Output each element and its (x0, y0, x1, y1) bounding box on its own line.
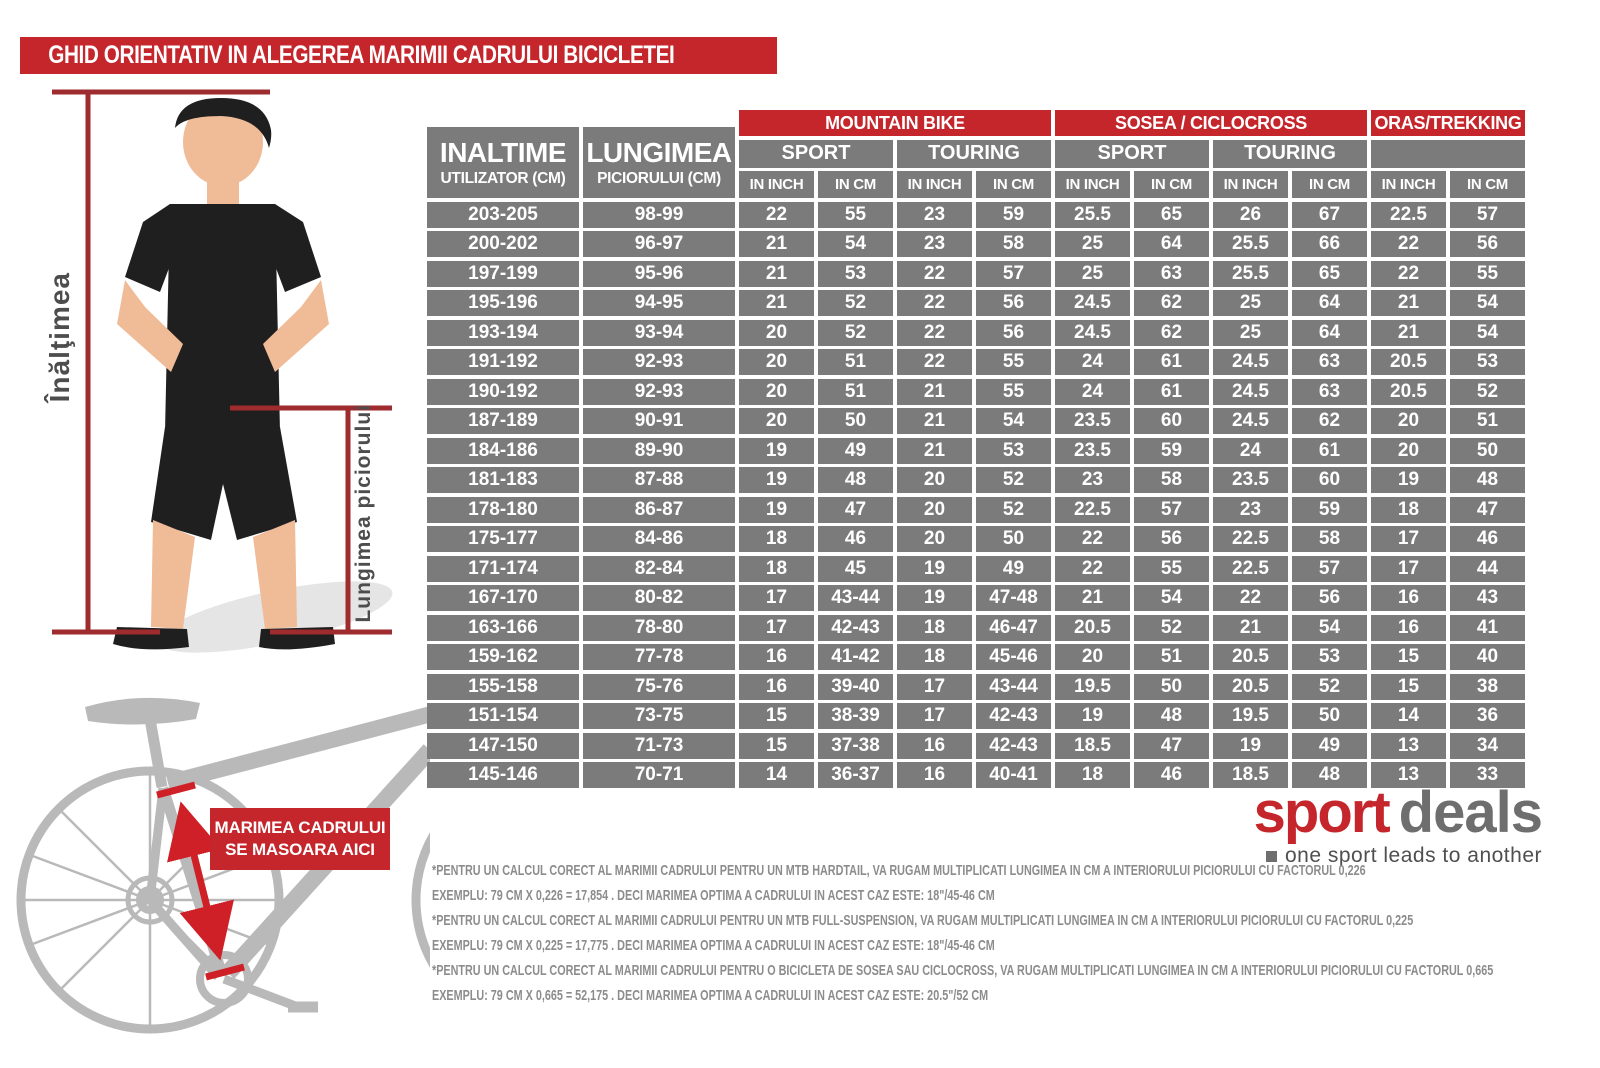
table-cell: 22 (1055, 556, 1130, 582)
subgroup-header-mtb-touring: TOURING (897, 140, 1051, 168)
table-cell: 92-93 (583, 349, 735, 375)
table-cell: 23 (1055, 467, 1130, 493)
table-cell: 36 (1450, 703, 1525, 729)
table-cell: 23.5 (1055, 408, 1130, 434)
table-cell: 39-40 (818, 674, 893, 700)
table-cell: 38-39 (818, 703, 893, 729)
table-cell: 46-47 (976, 615, 1051, 641)
table-cell: 175-177 (427, 526, 579, 552)
leg-length-label: Lungimea piciorului (352, 404, 375, 623)
table-cell: 77-78 (583, 644, 735, 670)
table-cell: 49 (818, 438, 893, 464)
table-cell: 56 (976, 290, 1051, 316)
table-cell: 56 (1450, 231, 1525, 257)
table-cell: 66 (1292, 231, 1367, 257)
table-cell: 54 (1450, 320, 1525, 346)
table-cell: 24 (1213, 438, 1288, 464)
title-banner (20, 37, 777, 74)
table-cell: 21 (1371, 320, 1446, 346)
table-cell: 54 (1134, 585, 1209, 611)
table-cell: 163-166 (427, 615, 579, 641)
table-cell: 53 (818, 261, 893, 287)
unit-header: IN CM (1292, 171, 1367, 198)
table-cell: 25 (1055, 231, 1130, 257)
table-cell: 20 (739, 379, 814, 405)
table-cell: 94-95 (583, 290, 735, 316)
table-cell: 20 (1371, 408, 1446, 434)
table-cell: 195-196 (427, 290, 579, 316)
unit-header: IN CM (976, 171, 1051, 198)
table-cell: 21 (739, 290, 814, 316)
table-cell: 18.5 (1055, 733, 1130, 759)
table-cell: 40-41 (976, 762, 1051, 788)
table-cell: 20 (739, 349, 814, 375)
table-cell: 16 (739, 644, 814, 670)
table-cell: 200-202 (427, 231, 579, 257)
table-cell: 25 (1213, 320, 1288, 346)
table-cell: 46 (1450, 526, 1525, 552)
table-cell: 58 (1134, 467, 1209, 493)
table-cell: 41 (1450, 615, 1525, 641)
unit-header: IN CM (1450, 171, 1525, 198)
table-cell: 54 (818, 231, 893, 257)
table-cell: 15 (1371, 674, 1446, 700)
height-label: Înălţimea (44, 272, 75, 403)
column-header-inaltime-subtitle: UTILIZATOR (CM) (440, 169, 566, 187)
sportdeals-logo (1253, 780, 1542, 868)
group-header-mountain-bike: MOUNTAIN BIKE (739, 110, 1051, 136)
table-cell: 54 (1292, 615, 1367, 641)
table-cell: 193-194 (427, 320, 579, 346)
column-header-inaltime (427, 127, 579, 199)
subgroup-header-sosea-sport: SPORT (1055, 140, 1209, 168)
table-cell: 187-189 (427, 408, 579, 434)
table-cell: 40 (1450, 644, 1525, 670)
table-cell: 14 (1371, 703, 1446, 729)
table-cell: 19 (897, 585, 972, 611)
table-cell: 53 (976, 438, 1051, 464)
table-cell: 62 (1134, 320, 1209, 346)
group-header-sosea-ciclocross: SOSEA / CICLOCROSS (1055, 110, 1367, 136)
table-cell: 59 (1292, 497, 1367, 523)
table-cell: 47 (818, 497, 893, 523)
table-cell: 22.5 (1371, 202, 1446, 228)
table-cell: 87-88 (583, 467, 735, 493)
table-cell: 20.5 (1371, 349, 1446, 375)
table-cell: 24.5 (1055, 290, 1130, 316)
table-cell: 41-42 (818, 644, 893, 670)
table-cell: 52 (818, 320, 893, 346)
table-cell: 52 (818, 290, 893, 316)
table-cell: 22 (1213, 585, 1288, 611)
table-cell: 22 (1055, 526, 1130, 552)
table-cell: 14 (739, 762, 814, 788)
column-header-lungimea-title: LUNGIMEA (586, 136, 732, 168)
table-cell: 21 (739, 261, 814, 287)
table-cell: 53 (1292, 644, 1367, 670)
table-cell: 155-158 (427, 674, 579, 700)
table-cell: 62 (1292, 408, 1367, 434)
table-cell: 45-46 (976, 644, 1051, 670)
table-cell: 18 (897, 644, 972, 670)
table-cell: 19 (739, 497, 814, 523)
unit-header: IN INCH (1213, 171, 1288, 198)
table-cell: 96-97 (583, 231, 735, 257)
footnote-line: *PENTRU UN CALCUL CORECT AL MARIMII CADRULUI PENTRU UN MTB HARDTAIL, VA RUGAM MULTIPLICATI LUNGIMEA IN CM A INTERIORULUI PICIORULUI CU FACTORUL 0,226 (432, 862, 1366, 879)
table-cell: 59 (976, 202, 1051, 228)
table-cell: 90-91 (583, 408, 735, 434)
table-cell: 63 (1292, 379, 1367, 405)
table-cell: 20 (897, 497, 972, 523)
table-cell: 75-76 (583, 674, 735, 700)
table-cell: 22 (1371, 231, 1446, 257)
table-cell: 21 (897, 379, 972, 405)
table-cell: 49 (976, 556, 1051, 582)
table-cell: 78-80 (583, 615, 735, 641)
unit-header: IN INCH (739, 171, 814, 198)
table-cell: 63 (1134, 261, 1209, 287)
table-cell: 24 (1055, 349, 1130, 375)
footnotes (432, 858, 1600, 1008)
table-cell: 67 (1292, 202, 1367, 228)
table-cell: 47 (1134, 733, 1209, 759)
table-cell: 52 (976, 467, 1051, 493)
table-cell: 22 (739, 202, 814, 228)
table-cell: 178-180 (427, 497, 579, 523)
table-cell: 50 (1134, 674, 1209, 700)
footnote-line: EXEMPLU: 79 CM X 0,225 = 17,775 . DECI MARIMEA OPTIMA A CADRULUI IN ACEST CAZ ESTE: 18"/45-46 CM (432, 937, 995, 954)
table-cell: 52 (1292, 674, 1367, 700)
table-cell: 18 (739, 526, 814, 552)
table-cell: 17 (739, 615, 814, 641)
table-cell: 22 (1371, 261, 1446, 287)
table-cell: 23 (897, 231, 972, 257)
table-cell: 56 (976, 320, 1051, 346)
table-cell: 197-199 (427, 261, 579, 287)
table-cell: 16 (739, 674, 814, 700)
table-cell: 16 (897, 733, 972, 759)
table-cell: 19.5 (1213, 703, 1288, 729)
table-cell: 38 (1450, 674, 1525, 700)
table-cell: 18 (1055, 762, 1130, 788)
table-cell: 18 (739, 556, 814, 582)
table-cell: 61 (1134, 349, 1209, 375)
table-cell: 44 (1450, 556, 1525, 582)
table-cell: 47-48 (976, 585, 1051, 611)
table-cell: 24.5 (1213, 349, 1288, 375)
table-cell: 64 (1134, 231, 1209, 257)
table-cell: 51 (818, 379, 893, 405)
table-cell: 181-183 (427, 467, 579, 493)
frame-size-callout-line1: MARIMEA CADRULUI (214, 818, 386, 837)
table-cell: 17 (739, 585, 814, 611)
table-cell: 57 (976, 261, 1051, 287)
table-cell: 50 (1450, 438, 1525, 464)
table-cell: 25.5 (1213, 231, 1288, 257)
table-cell: 25 (1213, 290, 1288, 316)
table-cell: 20.5 (1371, 379, 1446, 405)
table-cell: 71-73 (583, 733, 735, 759)
table-cell: 23 (897, 202, 972, 228)
person-silhouette (113, 98, 335, 649)
table-cell: 20 (739, 408, 814, 434)
subgroup-header-oras-blank (1371, 140, 1525, 168)
table-cell: 54 (976, 408, 1051, 434)
table-cell: 37-38 (818, 733, 893, 759)
logo-tagline-text: one sport leads to another (1284, 844, 1542, 867)
table-cell: 55 (976, 379, 1051, 405)
table-cell: 25.5 (1213, 261, 1288, 287)
table-cell: 20 (739, 320, 814, 346)
table-cell: 22.5 (1213, 556, 1288, 582)
table-cell: 23.5 (1213, 467, 1288, 493)
table-cell: 21 (897, 408, 972, 434)
table-cell: 80-82 (583, 585, 735, 611)
table-cell: 22.5 (1213, 526, 1288, 552)
table-cell: 25 (1055, 261, 1130, 287)
logo-wordmark (1253, 780, 1542, 845)
footnote-line: *PENTRU UN CALCUL CORECT AL MARIMII CADRULUI PENTRU UN MTB FULL-SUSPENSION, VA RUGAM MULTIPLICATI LUNGIMEA IN CM A INTERIORULUI PICIORULUI CU FACTORUL 0,225 (432, 912, 1414, 929)
unit-header: IN CM (818, 171, 893, 198)
table-cell: 60 (1292, 467, 1367, 493)
table-cell: 56 (1292, 585, 1367, 611)
table-cell: 20.5 (1055, 615, 1130, 641)
table-cell: 24.5 (1213, 379, 1288, 405)
table-cell: 98-99 (583, 202, 735, 228)
table-cell: 63 (1292, 349, 1367, 375)
table-cell: 89-90 (583, 438, 735, 464)
footnote-line: EXEMPLU: 79 CM X 0,226 = 17,854 . DECI MARIMEA OPTIMA A CADRULUI IN ACEST CAZ ESTE: 18"/45-46 CM (432, 887, 995, 904)
table-cell: 61 (1292, 438, 1367, 464)
unit-header: IN CM (1134, 171, 1209, 198)
table-cell: 49 (1292, 733, 1367, 759)
table-cell: 50 (1292, 703, 1367, 729)
column-header-lungimea-subtitle: PICIORULUI (CM) (597, 169, 721, 187)
table-cell: 18 (897, 615, 972, 641)
table-cell: 48 (1292, 762, 1367, 788)
table-cell: 53 (1450, 349, 1525, 375)
table-cell: 16 (1371, 615, 1446, 641)
table-cell: 65 (1292, 261, 1367, 287)
table-cell: 20 (897, 526, 972, 552)
table-cell: 24.5 (1213, 408, 1288, 434)
table-cell: 52 (976, 497, 1051, 523)
table-cell: 56 (1134, 526, 1209, 552)
table-cell: 19 (1055, 703, 1130, 729)
table-cell: 51 (1134, 644, 1209, 670)
logo-sport: sport (1253, 780, 1389, 845)
column-header-inaltime-title: INALTIME (439, 136, 567, 168)
table-cell: 22 (897, 349, 972, 375)
table-cell: 21 (1213, 615, 1288, 641)
table-cell: 21 (1055, 585, 1130, 611)
table-cell: 15 (739, 703, 814, 729)
table-cell: 48 (1450, 467, 1525, 493)
table-cell: 20 (1055, 644, 1130, 670)
table-cell: 50 (818, 408, 893, 434)
table-cell: 55 (818, 202, 893, 228)
table-cell: 17 (1371, 556, 1446, 582)
table-cell: 24 (1055, 379, 1130, 405)
table-cell: 64 (1292, 320, 1367, 346)
table-cell: 24.5 (1055, 320, 1130, 346)
table-cell: 17 (1371, 526, 1446, 552)
table-cell: 48 (818, 467, 893, 493)
table-cell: 55 (976, 349, 1051, 375)
table-cell: 62 (1134, 290, 1209, 316)
table-cell: 46 (1134, 762, 1209, 788)
table-cell: 47 (1450, 497, 1525, 523)
table-cell: 93-94 (583, 320, 735, 346)
table-cell: 19 (739, 438, 814, 464)
table-cell: 190-192 (427, 379, 579, 405)
table-cell: 20 (1371, 438, 1446, 464)
table-cell: 171-174 (427, 556, 579, 582)
table-cell: 51 (1450, 408, 1525, 434)
table-cell: 95-96 (583, 261, 735, 287)
table-cell: 145-146 (427, 762, 579, 788)
table-cell: 48 (1134, 703, 1209, 729)
table-cell: 57 (1292, 556, 1367, 582)
table-cell: 70-71 (583, 762, 735, 788)
table-cell: 43 (1450, 585, 1525, 611)
table-cell: 82-84 (583, 556, 735, 582)
unit-header: IN INCH (1371, 171, 1446, 198)
table-cell: 59 (1134, 438, 1209, 464)
table-cell: 34 (1450, 733, 1525, 759)
table-cell: 19 (1371, 467, 1446, 493)
table-cell: 52 (1450, 379, 1525, 405)
table-cell: 84-86 (583, 526, 735, 552)
table-cell: 184-186 (427, 438, 579, 464)
table-cell: 54 (1450, 290, 1525, 316)
subgroup-header-sosea-touring: TOURING (1213, 140, 1367, 168)
table-cell: 36-37 (818, 762, 893, 788)
table-cell: 15 (1371, 644, 1446, 670)
table-cell: 22 (897, 290, 972, 316)
table-cell: 18.5 (1213, 762, 1288, 788)
unit-header: IN INCH (897, 171, 972, 198)
table-cell: 26 (1213, 202, 1288, 228)
table-cell: 13 (1371, 762, 1446, 788)
table-cell: 52 (1134, 615, 1209, 641)
table-cell: 45 (818, 556, 893, 582)
table-cell: 65 (1134, 202, 1209, 228)
table-cell: 73-75 (583, 703, 735, 729)
table-cell: 21 (1371, 290, 1446, 316)
table-cell: 20.5 (1213, 644, 1288, 670)
table-cell: 92-93 (583, 379, 735, 405)
table-cell: 167-170 (427, 585, 579, 611)
table-cell: 23 (1213, 497, 1288, 523)
table-cell: 50 (976, 526, 1051, 552)
frame-size-callout (210, 808, 390, 870)
table-cell: 57 (1450, 202, 1525, 228)
table-cell: 23.5 (1055, 438, 1130, 464)
table-cell: 19.5 (1055, 674, 1130, 700)
table-cell: 42-43 (976, 733, 1051, 759)
table-cell: 86-87 (583, 497, 735, 523)
table-cell: 22.5 (1055, 497, 1130, 523)
table-cell: 46 (818, 526, 893, 552)
size-table (427, 110, 1525, 788)
table-cell: 191-192 (427, 349, 579, 375)
group-header-oras-trekking: ORAS/TREKKING (1371, 110, 1525, 136)
table-cell: 159-162 (427, 644, 579, 670)
table-cell: 51 (818, 349, 893, 375)
table-cell: 18 (1371, 497, 1446, 523)
table-cell: 42-43 (976, 703, 1051, 729)
table-cell: 22 (897, 261, 972, 287)
table-cell: 147-150 (427, 733, 579, 759)
table-cell: 151-154 (427, 703, 579, 729)
subgroup-header-mtb-sport: SPORT (739, 140, 893, 168)
footnote-line: *PENTRU UN CALCUL CORECT AL MARIMII CADRULUI PENTRU O BICICLETA DE SOSEA SAU CICLOCROSS, VA RUGAM MULTIPLICATI LUNGIMEA IN CM A INTERIORULUI PICIORULUI CU FACTORUL 0,665 (432, 962, 1494, 979)
table-cell: 203-205 (427, 202, 579, 228)
table-cell: 57 (1134, 497, 1209, 523)
footnote-line: EXEMPLU: 79 CM X 0,665 = 52,175 . DECI MARIMEA OPTIMA A CADRULUI IN ACEST CAZ ESTE: 20.5"/52 CM (432, 987, 989, 1004)
table-cell: 43-44 (976, 674, 1051, 700)
frame-size-callout-line2: SE MASOARA AICI (225, 840, 375, 860)
table-cell: 55 (1134, 556, 1209, 582)
table-cell: 19 (897, 556, 972, 582)
table-cell: 43-44 (818, 585, 893, 611)
table-cell: 16 (897, 762, 972, 788)
table-cell: 22 (897, 320, 972, 346)
table-cell: 20 (897, 467, 972, 493)
page-title: GHID ORIENTATIV IN ALEGEREA MARIMII CADRULUI BICICLETEI (48, 41, 675, 69)
table-cell: 58 (976, 231, 1051, 257)
table-cell: 15 (739, 733, 814, 759)
table-cell: 19 (739, 467, 814, 493)
column-header-lungimea (583, 127, 735, 199)
table-cell: 25.5 (1055, 202, 1130, 228)
table-cell: 17 (897, 674, 972, 700)
table-cell: 33 (1450, 762, 1525, 788)
table-cell: 42-43 (818, 615, 893, 641)
table-cell: 13 (1371, 733, 1446, 759)
table-cell: 55 (1450, 261, 1525, 287)
table-cell: 21 (739, 231, 814, 257)
table-cell: 19 (1213, 733, 1288, 759)
table-cell: 21 (897, 438, 972, 464)
table-cell: 16 (1371, 585, 1446, 611)
table-cell: 58 (1292, 526, 1367, 552)
table-cell: 20.5 (1213, 674, 1288, 700)
logo-deals: deals (1398, 780, 1542, 845)
table-cell: 61 (1134, 379, 1209, 405)
table-cell: 60 (1134, 408, 1209, 434)
unit-header: IN INCH (1055, 171, 1130, 198)
table-cell: 17 (897, 703, 972, 729)
table-cell: 64 (1292, 290, 1367, 316)
